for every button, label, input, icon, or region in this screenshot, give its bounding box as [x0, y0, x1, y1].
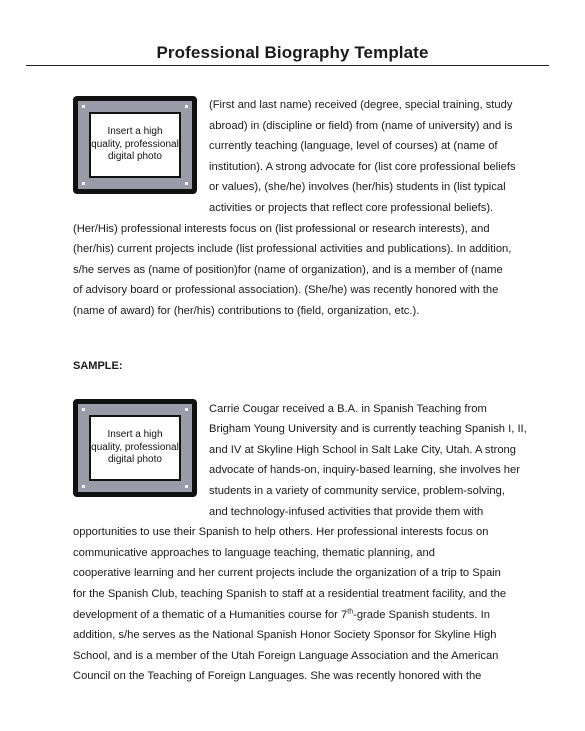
- sample-line-head: development of a thematic of a Humanities course for 7: [73, 608, 348, 621]
- template-line: abroad) in (discipline or field) from (name of university) and is: [209, 119, 513, 132]
- template-line: (name of award) for (her/his) contributions to (field, organization, etc.).: [73, 305, 420, 317]
- frame-corner: [185, 105, 188, 108]
- frame-corner: [185, 408, 188, 411]
- frame-corner: [82, 485, 85, 488]
- template-line: (her/his) current projects include (list professional activities and publications). In addition,: [73, 243, 512, 256]
- sample-line: Brigham Young University and is currently teaching Spanish I, II,: [209, 423, 527, 436]
- template-line: (Her/His) professional interests focus on (list professional or research interests), and: [73, 222, 490, 235]
- document-title: Professional Biography Template: [156, 43, 429, 62]
- template-line: currently teaching (language, level of courses) at (name of: [209, 140, 498, 153]
- template-line: (First and last name) received (degree, special training, study: [209, 99, 513, 111]
- photo-placeholder-frame: [73, 96, 197, 194]
- frame-corner: [185, 485, 188, 488]
- sample-line: School, and is a member of the Utah Foreign Language Association and the American: [73, 649, 499, 662]
- frame-corner: [82, 105, 85, 108]
- template-line: or values), (she/he) involves (her/his) students in (list typical: [209, 181, 506, 194]
- sample-line: addition, s/he serves as the National Spanish Honor Society Sponsor for Skyline High: [73, 629, 497, 642]
- title-rule: [26, 65, 549, 66]
- sample-line: Council on the Teaching of Foreign Languages. She was recently honored with the: [73, 670, 482, 683]
- template-line: of advisory board or professional association). (She/he) was recently honored with the: [73, 284, 499, 297]
- template-line: activities or projects that reflect core professional beliefs).: [209, 202, 494, 214]
- sample-line: communicative approaches to language teaching, thematic planning, and: [73, 546, 435, 559]
- sample-line: and IV at Skyline High School in Salt Lake City, Utah. A strong: [209, 443, 516, 456]
- sample-line: advocate of hands-on, inquiry-based learning, she involves her: [209, 464, 520, 477]
- template-line: institution). A strong advocate for (list core professional beliefs: [209, 160, 516, 173]
- sample-photo-placeholder-frame: [73, 399, 197, 497]
- template-line: s/he serves as (name of position)for (name of organization), and is a member of (name: [73, 263, 503, 276]
- sample-line-tail: -grade Spanish students. In: [353, 608, 490, 621]
- frame-corner: [82, 408, 85, 411]
- sample-line: and technology-infused activities that provide them with: [209, 505, 484, 518]
- ordinal-suffix: th: [347, 607, 354, 615]
- sample-line: students in a variety of community service, problem-solving,: [209, 484, 505, 497]
- sample-line: Carrie Cougar received a B.A. in Spanish Teaching from: [209, 402, 487, 415]
- photo-placeholder-text: Insert a high quality, professional digital photo: [89, 112, 181, 178]
- sample-line: cooperative learning and her current projects include the organization of a trip to Spain: [73, 567, 501, 580]
- sample-line: for the Spanish Club, teaching Spanish to staff at a residential treatment facility, and the: [73, 587, 507, 600]
- frame-corner: [185, 182, 188, 185]
- sample-heading: SAMPLE:: [73, 360, 123, 372]
- sample-line: opportunities to use their Spanish to help others. Her professional interests focus on: [73, 526, 489, 539]
- sample-line: [73, 605, 549, 626]
- photo-placeholder-text: Insert a high quality, professional digital photo: [89, 415, 181, 481]
- frame-corner: [82, 182, 85, 185]
